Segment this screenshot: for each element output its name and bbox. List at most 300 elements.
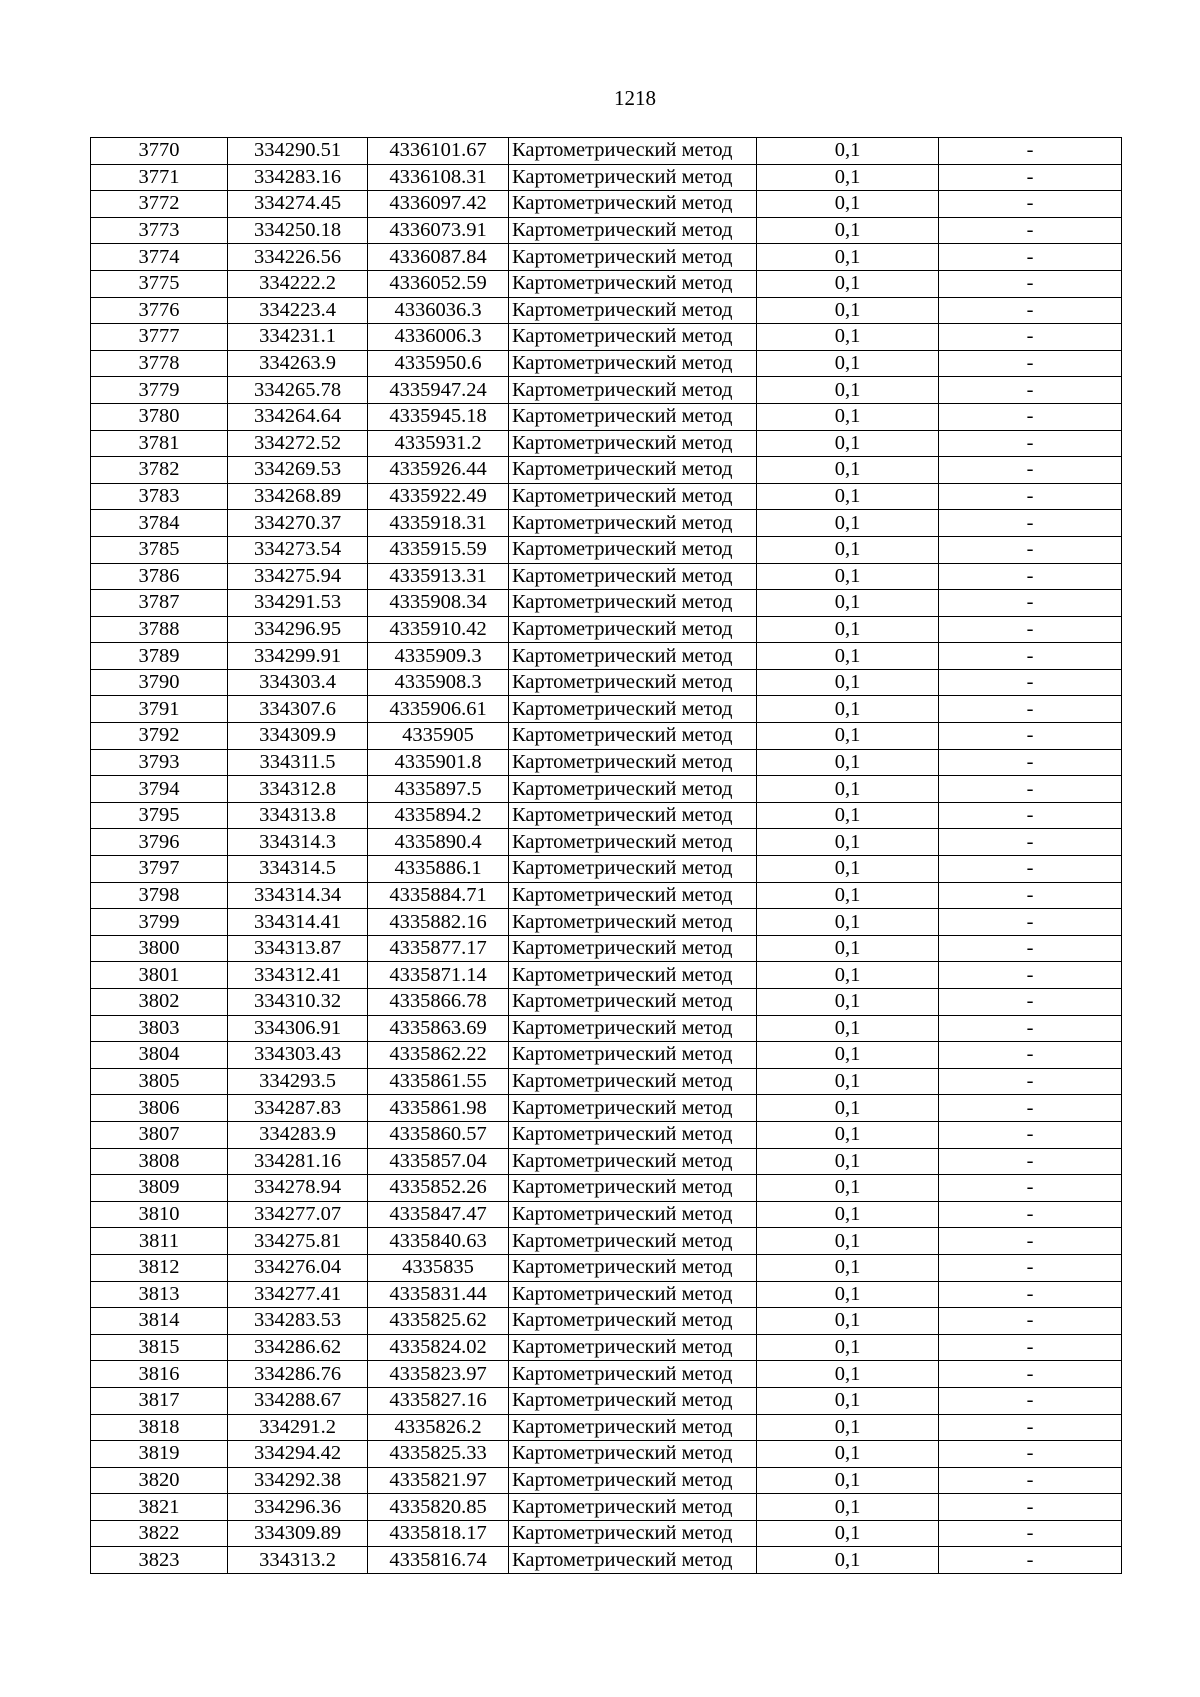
y-coordinate-cell: 4335908.34 bbox=[368, 590, 509, 617]
x-coordinate-cell: 334283.16 bbox=[228, 164, 368, 191]
table-row bbox=[91, 483, 1122, 510]
y-coordinate-cell: 4335824.02 bbox=[368, 1334, 509, 1361]
method-cell: Картометрический метод bbox=[509, 1361, 757, 1388]
table-row bbox=[91, 1121, 1122, 1148]
table-row bbox=[91, 270, 1122, 297]
method-cell: Картометрический метод bbox=[509, 882, 757, 909]
method-cell: Картометрический метод bbox=[509, 1494, 757, 1521]
table-row bbox=[91, 350, 1122, 377]
description-cell: - bbox=[939, 1254, 1122, 1281]
y-coordinate-cell: 4335877.17 bbox=[368, 935, 509, 962]
x-coordinate-cell: 334310.32 bbox=[228, 989, 368, 1016]
table-row bbox=[91, 723, 1122, 750]
y-coordinate-cell: 4335866.78 bbox=[368, 989, 509, 1016]
point-number-cell: 3795 bbox=[91, 802, 228, 829]
description-cell: - bbox=[939, 1361, 1122, 1388]
description-cell: - bbox=[939, 563, 1122, 590]
method-cell: Картометрический метод bbox=[509, 1042, 757, 1069]
accuracy-cell: 0,1 bbox=[757, 1175, 939, 1202]
table-row bbox=[91, 643, 1122, 670]
description-cell: - bbox=[939, 802, 1122, 829]
x-coordinate-cell: 334294.42 bbox=[228, 1441, 368, 1468]
method-cell: Картометрический метод bbox=[509, 563, 757, 590]
table-row bbox=[91, 776, 1122, 803]
method-cell: Картометрический метод bbox=[509, 1308, 757, 1335]
x-coordinate-cell: 334303.4 bbox=[228, 669, 368, 696]
x-coordinate-cell: 334286.76 bbox=[228, 1361, 368, 1388]
point-number-cell: 3791 bbox=[91, 696, 228, 723]
description-cell: - bbox=[939, 1467, 1122, 1494]
description-cell: - bbox=[939, 1520, 1122, 1547]
description-cell: - bbox=[939, 164, 1122, 191]
x-coordinate-cell: 334313.87 bbox=[228, 935, 368, 962]
accuracy-cell: 0,1 bbox=[757, 909, 939, 936]
table-row bbox=[91, 749, 1122, 776]
point-number-cell: 3790 bbox=[91, 669, 228, 696]
x-coordinate-cell: 334263.9 bbox=[228, 350, 368, 377]
accuracy-cell: 0,1 bbox=[757, 1441, 939, 1468]
point-number-cell: 3787 bbox=[91, 590, 228, 617]
point-number-cell: 3785 bbox=[91, 536, 228, 563]
x-coordinate-cell: 334303.43 bbox=[228, 1042, 368, 1069]
description-cell: - bbox=[939, 723, 1122, 750]
y-coordinate-cell: 4335915.59 bbox=[368, 536, 509, 563]
y-coordinate-cell: 4336097.42 bbox=[368, 191, 509, 218]
x-coordinate-cell: 334307.6 bbox=[228, 696, 368, 723]
accuracy-cell: 0,1 bbox=[757, 350, 939, 377]
x-coordinate-cell: 334306.91 bbox=[228, 1015, 368, 1042]
x-coordinate-cell: 334283.53 bbox=[228, 1308, 368, 1335]
description-cell: - bbox=[939, 1175, 1122, 1202]
y-coordinate-cell: 4335826.2 bbox=[368, 1414, 509, 1441]
method-cell: Картометрический метод bbox=[509, 776, 757, 803]
x-coordinate-cell: 334277.41 bbox=[228, 1281, 368, 1308]
y-coordinate-cell: 4335825.33 bbox=[368, 1441, 509, 1468]
accuracy-cell: 0,1 bbox=[757, 643, 939, 670]
description-cell: - bbox=[939, 457, 1122, 484]
accuracy-cell: 0,1 bbox=[757, 483, 939, 510]
x-coordinate-cell: 334278.94 bbox=[228, 1175, 368, 1202]
y-coordinate-cell: 4335926.44 bbox=[368, 457, 509, 484]
point-number-cell: 3821 bbox=[91, 1494, 228, 1521]
point-number-cell: 3799 bbox=[91, 909, 228, 936]
point-number-cell: 3786 bbox=[91, 563, 228, 590]
description-cell: - bbox=[939, 483, 1122, 510]
y-coordinate-cell: 4335835 bbox=[368, 1254, 509, 1281]
table-row bbox=[91, 909, 1122, 936]
point-number-cell: 3792 bbox=[91, 723, 228, 750]
method-cell: Картометрический метод bbox=[509, 1387, 757, 1414]
point-number-cell: 3818 bbox=[91, 1414, 228, 1441]
table-row bbox=[91, 882, 1122, 909]
x-coordinate-cell: 334264.64 bbox=[228, 403, 368, 430]
point-number-cell: 3772 bbox=[91, 191, 228, 218]
x-coordinate-cell: 334299.91 bbox=[228, 643, 368, 670]
point-number-cell: 3783 bbox=[91, 483, 228, 510]
y-coordinate-cell: 4335950.6 bbox=[368, 350, 509, 377]
point-number-cell: 3812 bbox=[91, 1254, 228, 1281]
description-cell: - bbox=[939, 590, 1122, 617]
table-row bbox=[91, 989, 1122, 1016]
point-number-cell: 3814 bbox=[91, 1308, 228, 1335]
description-cell: - bbox=[939, 909, 1122, 936]
method-cell: Картометрический метод bbox=[509, 1201, 757, 1228]
accuracy-cell: 0,1 bbox=[757, 1095, 939, 1122]
point-number-cell: 3808 bbox=[91, 1148, 228, 1175]
x-coordinate-cell: 334226.56 bbox=[228, 244, 368, 271]
x-coordinate-cell: 334313.8 bbox=[228, 802, 368, 829]
y-coordinate-cell: 4335861.55 bbox=[368, 1068, 509, 1095]
point-number-cell: 3779 bbox=[91, 377, 228, 404]
point-number-cell: 3784 bbox=[91, 510, 228, 537]
x-coordinate-cell: 334275.81 bbox=[228, 1228, 368, 1255]
y-coordinate-cell: 4335882.16 bbox=[368, 909, 509, 936]
point-number-cell: 3798 bbox=[91, 882, 228, 909]
table-row bbox=[91, 1441, 1122, 1468]
method-cell: Картометрический метод bbox=[509, 1148, 757, 1175]
y-coordinate-cell: 4335860.57 bbox=[368, 1121, 509, 1148]
table-row bbox=[91, 217, 1122, 244]
accuracy-cell: 0,1 bbox=[757, 377, 939, 404]
accuracy-cell: 0,1 bbox=[757, 1467, 939, 1494]
point-number-cell: 3778 bbox=[91, 350, 228, 377]
table-row bbox=[91, 1068, 1122, 1095]
y-coordinate-cell: 4335852.26 bbox=[368, 1175, 509, 1202]
y-coordinate-cell: 4335831.44 bbox=[368, 1281, 509, 1308]
table-row bbox=[91, 403, 1122, 430]
y-coordinate-cell: 4336036.3 bbox=[368, 297, 509, 324]
accuracy-cell: 0,1 bbox=[757, 1015, 939, 1042]
description-cell: - bbox=[939, 1334, 1122, 1361]
description-cell: - bbox=[939, 989, 1122, 1016]
y-coordinate-cell: 4335890.4 bbox=[368, 829, 509, 856]
description-cell: - bbox=[939, 935, 1122, 962]
point-number-cell: 3816 bbox=[91, 1361, 228, 1388]
point-number-cell: 3822 bbox=[91, 1520, 228, 1547]
description-cell: - bbox=[939, 1387, 1122, 1414]
method-cell: Картометрический метод bbox=[509, 1121, 757, 1148]
point-number-cell: 3810 bbox=[91, 1201, 228, 1228]
table-row bbox=[91, 510, 1122, 537]
x-coordinate-cell: 334286.62 bbox=[228, 1334, 368, 1361]
y-coordinate-cell: 4335825.62 bbox=[368, 1308, 509, 1335]
accuracy-cell: 0,1 bbox=[757, 1414, 939, 1441]
y-coordinate-cell: 4335820.85 bbox=[368, 1494, 509, 1521]
method-cell: Картометрический метод bbox=[509, 829, 757, 856]
method-cell: Картометрический метод bbox=[509, 696, 757, 723]
accuracy-cell: 0,1 bbox=[757, 1361, 939, 1388]
accuracy-cell: 0,1 bbox=[757, 856, 939, 883]
description-cell: - bbox=[939, 696, 1122, 723]
point-number-cell: 3770 bbox=[91, 138, 228, 165]
table-row bbox=[91, 1254, 1122, 1281]
table-row bbox=[91, 1467, 1122, 1494]
method-cell: Картометрический метод bbox=[509, 270, 757, 297]
table-row bbox=[91, 1228, 1122, 1255]
accuracy-cell: 0,1 bbox=[757, 1547, 939, 1574]
x-coordinate-cell: 334222.2 bbox=[228, 270, 368, 297]
y-coordinate-cell: 4335947.24 bbox=[368, 377, 509, 404]
description-cell: - bbox=[939, 403, 1122, 430]
x-coordinate-cell: 334311.5 bbox=[228, 749, 368, 776]
accuracy-cell: 0,1 bbox=[757, 696, 939, 723]
accuracy-cell: 0,1 bbox=[757, 1254, 939, 1281]
x-coordinate-cell: 334291.2 bbox=[228, 1414, 368, 1441]
method-cell: Картометрический метод bbox=[509, 1254, 757, 1281]
point-number-cell: 3806 bbox=[91, 1095, 228, 1122]
x-coordinate-cell: 334314.3 bbox=[228, 829, 368, 856]
method-cell: Картометрический метод bbox=[509, 909, 757, 936]
accuracy-cell: 0,1 bbox=[757, 1281, 939, 1308]
accuracy-cell: 0,1 bbox=[757, 749, 939, 776]
x-coordinate-cell: 334269.53 bbox=[228, 457, 368, 484]
coordinates-table bbox=[90, 137, 1122, 1574]
point-number-cell: 3789 bbox=[91, 643, 228, 670]
x-coordinate-cell: 334274.45 bbox=[228, 191, 368, 218]
method-cell: Картометрический метод bbox=[509, 616, 757, 643]
accuracy-cell: 0,1 bbox=[757, 1201, 939, 1228]
point-number-cell: 3793 bbox=[91, 749, 228, 776]
accuracy-cell: 0,1 bbox=[757, 270, 939, 297]
accuracy-cell: 0,1 bbox=[757, 882, 939, 909]
accuracy-cell: 0,1 bbox=[757, 1148, 939, 1175]
description-cell: - bbox=[939, 749, 1122, 776]
description-cell: - bbox=[939, 1281, 1122, 1308]
accuracy-cell: 0,1 bbox=[757, 989, 939, 1016]
description-cell: - bbox=[939, 856, 1122, 883]
table-row bbox=[91, 297, 1122, 324]
x-coordinate-cell: 334277.07 bbox=[228, 1201, 368, 1228]
method-cell: Картометрический метод bbox=[509, 217, 757, 244]
point-number-cell: 3807 bbox=[91, 1121, 228, 1148]
point-number-cell: 3773 bbox=[91, 217, 228, 244]
point-number-cell: 3782 bbox=[91, 457, 228, 484]
accuracy-cell: 0,1 bbox=[757, 1121, 939, 1148]
point-number-cell: 3809 bbox=[91, 1175, 228, 1202]
method-cell: Картометрический метод bbox=[509, 856, 757, 883]
y-coordinate-cell: 4335922.49 bbox=[368, 483, 509, 510]
y-coordinate-cell: 4335827.16 bbox=[368, 1387, 509, 1414]
description-cell: - bbox=[939, 1201, 1122, 1228]
accuracy-cell: 0,1 bbox=[757, 1494, 939, 1521]
description-cell: - bbox=[939, 962, 1122, 989]
description-cell: - bbox=[939, 244, 1122, 271]
table-row bbox=[91, 563, 1122, 590]
y-coordinate-cell: 4336006.3 bbox=[368, 324, 509, 351]
y-coordinate-cell: 4335894.2 bbox=[368, 802, 509, 829]
y-coordinate-cell: 4335918.31 bbox=[368, 510, 509, 537]
method-cell: Картометрический метод bbox=[509, 590, 757, 617]
description-cell: - bbox=[939, 297, 1122, 324]
accuracy-cell: 0,1 bbox=[757, 563, 939, 590]
point-number-cell: 3801 bbox=[91, 962, 228, 989]
table-row bbox=[91, 962, 1122, 989]
description-cell: - bbox=[939, 1148, 1122, 1175]
point-number-cell: 3776 bbox=[91, 297, 228, 324]
description-cell: - bbox=[939, 1121, 1122, 1148]
y-coordinate-cell: 4335840.63 bbox=[368, 1228, 509, 1255]
x-coordinate-cell: 334270.37 bbox=[228, 510, 368, 537]
table-row bbox=[91, 324, 1122, 351]
point-number-cell: 3775 bbox=[91, 270, 228, 297]
point-number-cell: 3780 bbox=[91, 403, 228, 430]
method-cell: Картометрический метод bbox=[509, 802, 757, 829]
accuracy-cell: 0,1 bbox=[757, 430, 939, 457]
table-row bbox=[91, 1281, 1122, 1308]
y-coordinate-cell: 4336073.91 bbox=[368, 217, 509, 244]
method-cell: Картометрический метод bbox=[509, 723, 757, 750]
x-coordinate-cell: 334291.53 bbox=[228, 590, 368, 617]
accuracy-cell: 0,1 bbox=[757, 297, 939, 324]
description-cell: - bbox=[939, 1414, 1122, 1441]
x-coordinate-cell: 334309.89 bbox=[228, 1520, 368, 1547]
y-coordinate-cell: 4336108.31 bbox=[368, 164, 509, 191]
x-coordinate-cell: 334292.38 bbox=[228, 1467, 368, 1494]
point-number-cell: 3794 bbox=[91, 776, 228, 803]
y-coordinate-cell: 4335863.69 bbox=[368, 1015, 509, 1042]
method-cell: Картометрический метод bbox=[509, 324, 757, 351]
table-row bbox=[91, 457, 1122, 484]
table-row bbox=[91, 164, 1122, 191]
table-row bbox=[91, 1547, 1122, 1574]
table-row bbox=[91, 1175, 1122, 1202]
method-cell: Картометрический метод bbox=[509, 1228, 757, 1255]
x-coordinate-cell: 334314.5 bbox=[228, 856, 368, 883]
description-cell: - bbox=[939, 1228, 1122, 1255]
table-row bbox=[91, 1414, 1122, 1441]
description-cell: - bbox=[939, 616, 1122, 643]
point-number-cell: 3811 bbox=[91, 1228, 228, 1255]
description-cell: - bbox=[939, 510, 1122, 537]
x-coordinate-cell: 334290.51 bbox=[228, 138, 368, 165]
x-coordinate-cell: 334312.41 bbox=[228, 962, 368, 989]
y-coordinate-cell: 4335897.5 bbox=[368, 776, 509, 803]
x-coordinate-cell: 334231.1 bbox=[228, 324, 368, 351]
method-cell: Картометрический метод bbox=[509, 1068, 757, 1095]
point-number-cell: 3815 bbox=[91, 1334, 228, 1361]
table-row bbox=[91, 1148, 1122, 1175]
description-cell: - bbox=[939, 430, 1122, 457]
table-row bbox=[91, 191, 1122, 218]
y-coordinate-cell: 4335862.22 bbox=[368, 1042, 509, 1069]
method-cell: Картометрический метод bbox=[509, 510, 757, 537]
y-coordinate-cell: 4335821.97 bbox=[368, 1467, 509, 1494]
method-cell: Картометрический метод bbox=[509, 377, 757, 404]
point-number-cell: 3796 bbox=[91, 829, 228, 856]
method-cell: Картометрический метод bbox=[509, 1281, 757, 1308]
point-number-cell: 3804 bbox=[91, 1042, 228, 1069]
y-coordinate-cell: 4335861.98 bbox=[368, 1095, 509, 1122]
y-coordinate-cell: 4335857.04 bbox=[368, 1148, 509, 1175]
method-cell: Картометрический метод bbox=[509, 350, 757, 377]
y-coordinate-cell: 4335908.3 bbox=[368, 669, 509, 696]
x-coordinate-cell: 334314.34 bbox=[228, 882, 368, 909]
accuracy-cell: 0,1 bbox=[757, 244, 939, 271]
table-row bbox=[91, 1095, 1122, 1122]
method-cell: Картометрический метод bbox=[509, 935, 757, 962]
description-cell: - bbox=[939, 324, 1122, 351]
description-cell: - bbox=[939, 1015, 1122, 1042]
x-coordinate-cell: 334272.52 bbox=[228, 430, 368, 457]
accuracy-cell: 0,1 bbox=[757, 1520, 939, 1547]
y-coordinate-cell: 4335823.97 bbox=[368, 1361, 509, 1388]
x-coordinate-cell: 334296.95 bbox=[228, 616, 368, 643]
description-cell: - bbox=[939, 669, 1122, 696]
point-number-cell: 3777 bbox=[91, 324, 228, 351]
description-cell: - bbox=[939, 350, 1122, 377]
accuracy-cell: 0,1 bbox=[757, 217, 939, 244]
table-row bbox=[91, 696, 1122, 723]
table-row bbox=[91, 1201, 1122, 1228]
method-cell: Картометрический метод bbox=[509, 1520, 757, 1547]
description-cell: - bbox=[939, 1095, 1122, 1122]
accuracy-cell: 0,1 bbox=[757, 191, 939, 218]
accuracy-cell: 0,1 bbox=[757, 616, 939, 643]
y-coordinate-cell: 4335847.47 bbox=[368, 1201, 509, 1228]
description-cell: - bbox=[939, 1547, 1122, 1574]
table-row bbox=[91, 1494, 1122, 1521]
table-row bbox=[91, 856, 1122, 883]
point-number-cell: 3797 bbox=[91, 856, 228, 883]
accuracy-cell: 0,1 bbox=[757, 138, 939, 165]
description-cell: - bbox=[939, 536, 1122, 563]
x-coordinate-cell: 334283.9 bbox=[228, 1121, 368, 1148]
description-cell: - bbox=[939, 217, 1122, 244]
method-cell: Картометрический метод bbox=[509, 1441, 757, 1468]
accuracy-cell: 0,1 bbox=[757, 457, 939, 484]
y-coordinate-cell: 4336087.84 bbox=[368, 244, 509, 271]
y-coordinate-cell: 4335901.8 bbox=[368, 749, 509, 776]
coordinates-table-body bbox=[91, 138, 1122, 1574]
x-coordinate-cell: 334288.67 bbox=[228, 1387, 368, 1414]
x-coordinate-cell: 334312.8 bbox=[228, 776, 368, 803]
point-number-cell: 3820 bbox=[91, 1467, 228, 1494]
x-coordinate-cell: 334250.18 bbox=[228, 217, 368, 244]
point-number-cell: 3813 bbox=[91, 1281, 228, 1308]
x-coordinate-cell: 334223.4 bbox=[228, 297, 368, 324]
accuracy-cell: 0,1 bbox=[757, 1308, 939, 1335]
point-number-cell: 3817 bbox=[91, 1387, 228, 1414]
point-number-cell: 3781 bbox=[91, 430, 228, 457]
point-number-cell: 3771 bbox=[91, 164, 228, 191]
accuracy-cell: 0,1 bbox=[757, 802, 939, 829]
method-cell: Картометрический метод bbox=[509, 962, 757, 989]
description-cell: - bbox=[939, 882, 1122, 909]
accuracy-cell: 0,1 bbox=[757, 590, 939, 617]
table-row bbox=[91, 1308, 1122, 1335]
method-cell: Картометрический метод bbox=[509, 643, 757, 670]
accuracy-cell: 0,1 bbox=[757, 723, 939, 750]
point-number-cell: 3802 bbox=[91, 989, 228, 1016]
page-number: 1218 bbox=[614, 86, 656, 110]
method-cell: Картометрический метод bbox=[509, 1414, 757, 1441]
accuracy-cell: 0,1 bbox=[757, 935, 939, 962]
y-coordinate-cell: 4335884.71 bbox=[368, 882, 509, 909]
method-cell: Картометрический метод bbox=[509, 483, 757, 510]
method-cell: Картометрический метод bbox=[509, 749, 757, 776]
method-cell: Картометрический метод bbox=[509, 1175, 757, 1202]
y-coordinate-cell: 4335909.3 bbox=[368, 643, 509, 670]
y-coordinate-cell: 4335816.74 bbox=[368, 1547, 509, 1574]
table-row bbox=[91, 935, 1122, 962]
y-coordinate-cell: 4335818.17 bbox=[368, 1520, 509, 1547]
accuracy-cell: 0,1 bbox=[757, 1334, 939, 1361]
accuracy-cell: 0,1 bbox=[757, 829, 939, 856]
method-cell: Картометрический метод bbox=[509, 1334, 757, 1361]
x-coordinate-cell: 334287.83 bbox=[228, 1095, 368, 1122]
x-coordinate-cell: 334281.16 bbox=[228, 1148, 368, 1175]
description-cell: - bbox=[939, 1308, 1122, 1335]
